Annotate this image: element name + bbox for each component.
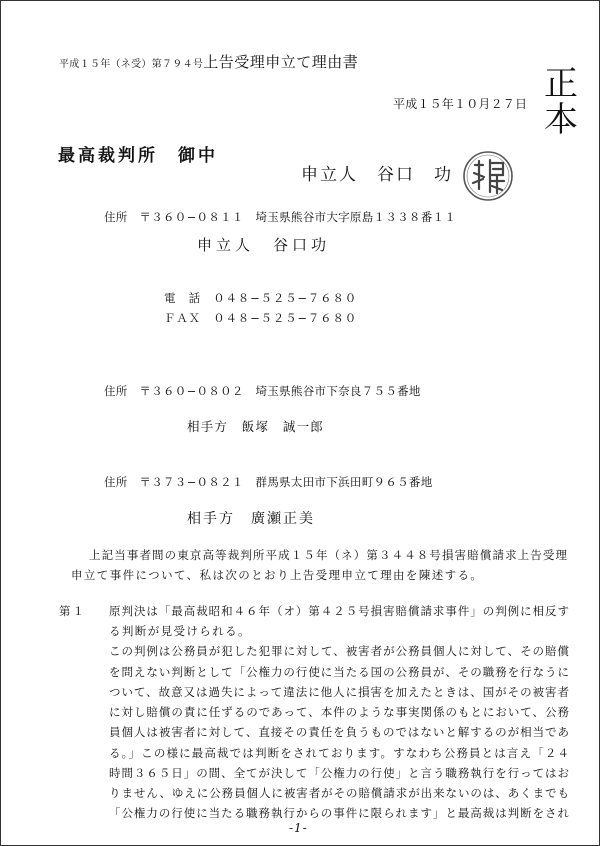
seal-stamp-icon [461, 149, 515, 203]
applicant-phone: 電 話 ０４８−５２５−７６８０ [164, 291, 358, 305]
applicant-address: 住所 〒３６０−０８１１ 埼玉県熊谷市大字原島１３３８番１１ [104, 210, 457, 224]
respondent-1-name: 相手方 飯塚 誠一郎 [187, 419, 325, 434]
section-line: 時間３６５日」の間、全てが決して「公権力の行使」と言う職務執行を行ってはお [109, 766, 569, 780]
section-line: 原判決は「最高裁昭和４６年（オ）第４２５号損害賠償請求事件」の判例に相反す [109, 604, 569, 618]
page-number: -1- [289, 821, 308, 835]
section-line: 員個人は被害者に対して、直接その責任を負うものではないと解するのが相当であ [109, 725, 569, 739]
section-line: を問えない判断として「公権力の行使に当たる国の公務員が、その職務を行なうに [109, 665, 569, 679]
section-line: 「公権力の行使に当たる職務執行からの事件に限られます」と最高裁は判断をされ [109, 806, 569, 820]
addressee: 最高裁判所 御中 [58, 146, 218, 166]
document-title: 上告受理申立て理由書 [203, 53, 359, 71]
section-line: りません、ゆえに公務員個人に被害者がその賠償請求が出来ないのは、あくまでも [109, 786, 569, 800]
applicant-fax: ＦＡＸ ０４８−５２５−７６８０ [164, 311, 358, 325]
case-number: 平成１５年（ネ受）第７９４号 [59, 59, 204, 70]
original-copy-mark-1: 正 [544, 64, 578, 104]
section-label: 第１ [59, 604, 86, 618]
section-line: この判例は公務員が犯した犯罪に対して、被害者が公務員個人に対して、その賠償 [109, 644, 569, 658]
intro-line: 申立て事件について、私は次のとおり上告受理申立て理由を陳述する。 [71, 568, 484, 582]
intro-line: 上記当事者間の東京高等裁判所平成１５年（ネ）第３４４８号損害賠償請求上告受理 [89, 548, 567, 562]
respondent-2-name: 相手方 廣瀬正美 [187, 511, 315, 527]
document-header [59, 53, 358, 71]
original-copy-mark-2: 本 [544, 100, 578, 140]
applicant-name: 申立人 谷口功 [197, 236, 331, 254]
respondent-2-address: 住所 〒３７３−０８２１ 群馬県太田市下浜田町９６５番地 [104, 475, 433, 489]
section-line: に対し賠償の責に任ずるのであって、本件のような事実関係のもとにおいて、公務 [109, 705, 569, 719]
section-line: る判断が見受けられる。 [109, 624, 251, 638]
section-line: ついて、故意又は過失によって違法に他人に損害を加えたときは、国がその被害者 [109, 685, 569, 699]
document-date: 平成１５年１０月２７日 [393, 97, 528, 111]
respondent-1-address: 住所 〒３６０−０８０２ 埼玉県熊谷市下奈良７５５番地 [104, 384, 421, 398]
applicant-signature: 申立人 谷口 功 [301, 165, 453, 185]
section-line: る。」この様に最高裁では判断をされております。すなわち公務員とは言え「２４ [109, 746, 569, 760]
